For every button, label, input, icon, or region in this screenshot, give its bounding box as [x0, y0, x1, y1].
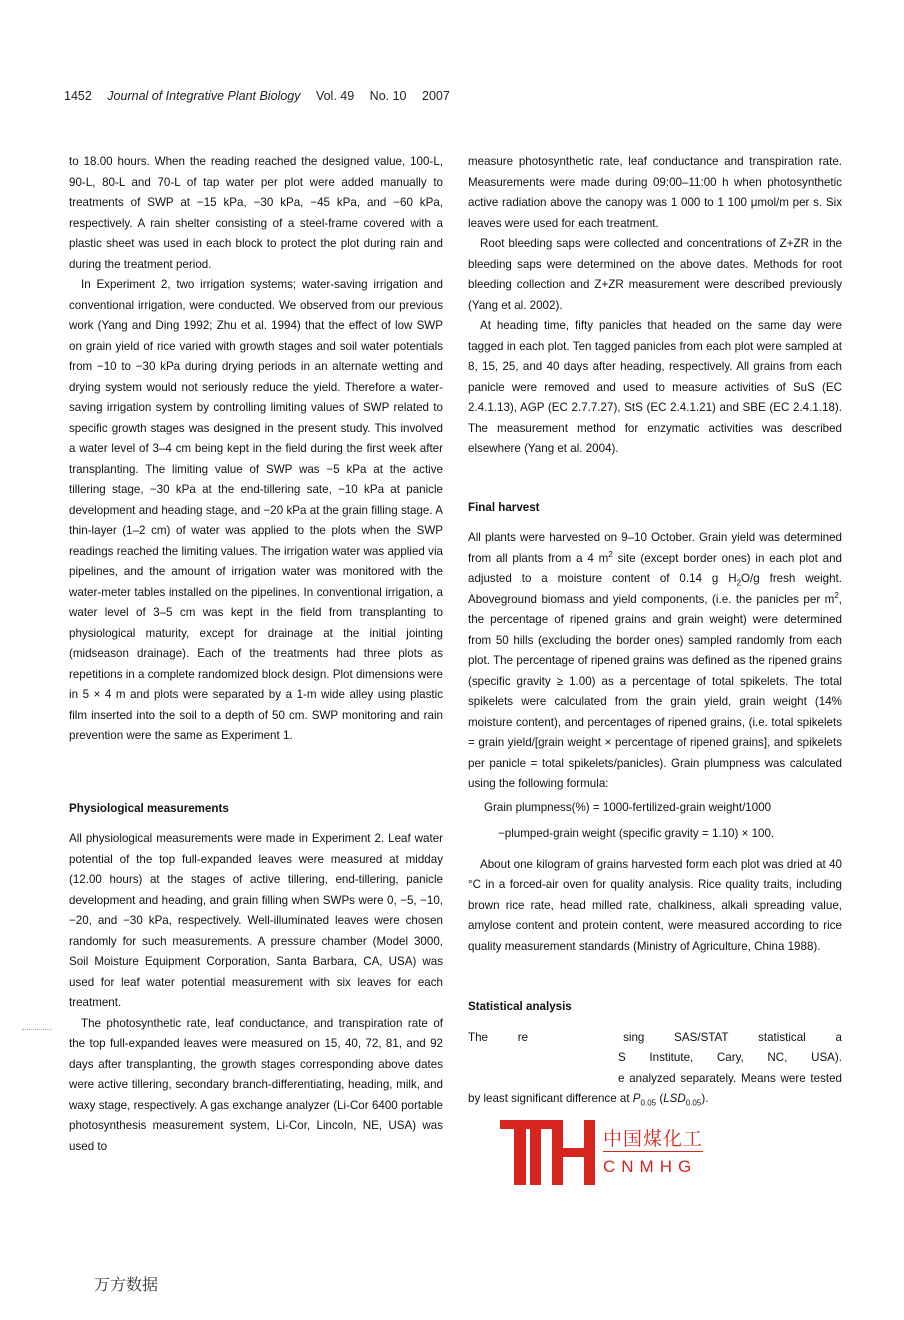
paragraph: measure photosynthetic rate, leaf conductance and transpiration rate. Measurements were made during 09:00–11:00 h when photosynthetic active radiation above the canopy was 1 000 to 1 100 μmol/m per s. Six leaves were used for each treatment.: [468, 155, 842, 230]
scan-artifact: [22, 1029, 52, 1031]
journal-title: Journal of Integrative Plant Biology: [107, 89, 301, 103]
paragraph: The photosynthetic rate, leaf conductance, and transpiration rate of the top full-expanded leaves were measured on 15, 40, 72, 81, and 92 days after transplanting, the growth stages corresponding above dates were active tillering, secondary branch-differentiating, heading, milk, and waxy stage, respectively. A gas exchange analyzer (Li-Cor 6400 portable photosynthesis measurement system, Li-Cor, Lincoln, NE, USA) was used to: [69, 1016, 443, 1153]
equation-grain-plumpness: Grain plumpness(%) = 1000-fertilized-grain weight/1000 −plumped-grain weight (specific gravity = 1.10) × 100.: [484, 800, 775, 840]
paragraph: All physiological measurements were made in Experiment 2. Leaf water potential of the top full-expanded leaves were measured at midday (12.00 hours) at the stages of active tillering, end-tillering, panicle development and heading, and grain filling when SWPs were 0, −5, −10, −20, and −30 kPa, respectively. Well-illuminated leaves were chosen randomly for such measurements. A pressure chamber (Model 3000, Soil Moisture Equipment Corporation, Santa Barbara, CA, USA) was used for leaf water potential measurement with six leaves for each treatment.: [69, 832, 443, 1009]
section-heading-harvest: Final harvest: [468, 500, 540, 514]
left-column: [69, 152, 443, 1157]
paragraph: About one kilogram of grains harvested form each plot was dried at 40 °C in a forced-air oven for quality analysis. Rice quality traits, including brown rice rate, head milled rate, chalkiness, alkali spreading value, amylose content and protein content, were measured according to rice quality measurement standards (Ministry of Agriculture, China 1988).: [468, 857, 842, 953]
watermark-logo: [500, 1120, 715, 1190]
watermark-en-text: CNMHG: [603, 1157, 698, 1176]
cnmhg-logo-icon: [500, 1120, 600, 1185]
paragraph: In Experiment 2, two irrigation systems; water-saving irrigation and conventional irrigation, were conducted. We observed from our previous work (Yang and Ding 1992; Zhu et al. 1994) that the effect of low SWP on grain yield of rice varied with growth stages and soil water potentials from −10 to −30 kPa during drying periods in an alternate wetting and drying system would not seriously reduce the yield. Therefore a water-saving irrigation system by controlling limiting values of SWP related to specific growth stages was designed in the present study. This involved a water level of 3–4 cm being kept in the field during the first week after transplanting. The limiting value of SWP was −5 kPa at the active tillering stage, −30 kPa at the end-tillering sate, −10 kPa at panicle development and heading stage, and −20 kPa at the grain filling stage. A thin-layer (1–2 cm) of water was applied to the plots when the SWP readings reached the limiting values. The irrigation water was applied via pipelines, and the amount of irrigation water was monitored with the water-meter tables installed on the pipelines. In conventional irrigation, a water level of 3–5 cm was kept in the field from transplanting to physiological maturity, except for drainage at the initial jointing (midseason drainage). Each of the treatments had three plots as repetitions in a complete randomized block design. Plot dimensions were in 5 × 4 m and plots were separated by a 1-m wide alley using plastic film inserted into the soil to a depth of 50 cm. SWP monitoring and rain prevention were the same as Experiment 1.: [69, 278, 443, 742]
watermark-divider: [603, 1151, 703, 1152]
issue: No. 10: [369, 89, 407, 103]
paragraph: At heading time, fifty panicles that headed on the same day were tagged in each plot. Ten tagged panicles from each plot were sampled at 8, 15, 25, and 40 days after heading, respectively. All grains from each panicle were removed and used to measure activities of SuS (EC 2.4.1.13), AGP (EC 2.7.7.27), StS (EC 2.4.1.21) and SBE (EC 2.4.1.18). The measurement method for enzymatic activities was described elsewhere (Yang et al. 2004).: [468, 319, 842, 455]
paragraph: to 18.00 hours. When the reading reached the designed value, 100-L, 90-L, 80-L and 70-L of tap water per plot were added manually to treatments of SWP at −15 kPa, −30 kPa, −45 kPa, and −60 kPa, respectively. A rain shelter consisting of a steel-frame covered with a plastic sheet was used in each block to protect the plot during rain and during the treatment period.: [69, 155, 443, 271]
section-heading-statistical: Statistical analysis: [468, 1000, 572, 1013]
running-header: [64, 89, 462, 103]
section-heading-physiological: Physiological measurements: [69, 801, 229, 815]
paragraph-statistical: The re sing SAS/STAT statistical aS Institute, Cary, NC, USA).e analyzed separately. Means were tested by least significant difference at $P_{0.05}$ $(LSD_{0.05})$.: [468, 1030, 842, 1108]
source-watermark: 万方数据: [94, 1275, 159, 1294]
paragraph: Root bleeding saps were collected and concentrations of Z+ZR in the bleeding saps were determined on the above dates. Methods for root bleeding collection and Z+ZR measurement were described previously (Yang et al. 2002).: [468, 237, 842, 312]
year: 2007: [422, 89, 450, 103]
page-number: 1452: [64, 89, 92, 103]
volume: Vol. 49: [315, 89, 355, 103]
right-column: [468, 152, 842, 1110]
watermark-cn-text: 中国煤化工: [603, 1128, 704, 1150]
paragraph-harvest: All plants were harvested on 9–10 October. Grain yield was determined from all plants from a 4 $m^2$ site (except border ones) in each plot and adjusted to a moisture content of 0.14 g $H_2O/g$ fresh weight. Aboveground biomass and yield components, (i.e. the panicles per $m^2$, the percentage of ripened grains and grain weight) were determined from 50 hills (excluding the border ones) sampled randomly from each plot. The percentage of ripened grains was defined as the ripened grains (specific gravity ≥ 1.00) as a percentage of total spikelets. The total spikelets were calculated from the grain yield, grain weight (14% moisture content), and percentages of ripened grains, (i.e. total spikelets = grain yield/[grain weight × percentage of ripened grains], and spikelets per panicle = total spikelets/panicles). Grain plumpness was calculated using the following formula:: [468, 531, 842, 790]
